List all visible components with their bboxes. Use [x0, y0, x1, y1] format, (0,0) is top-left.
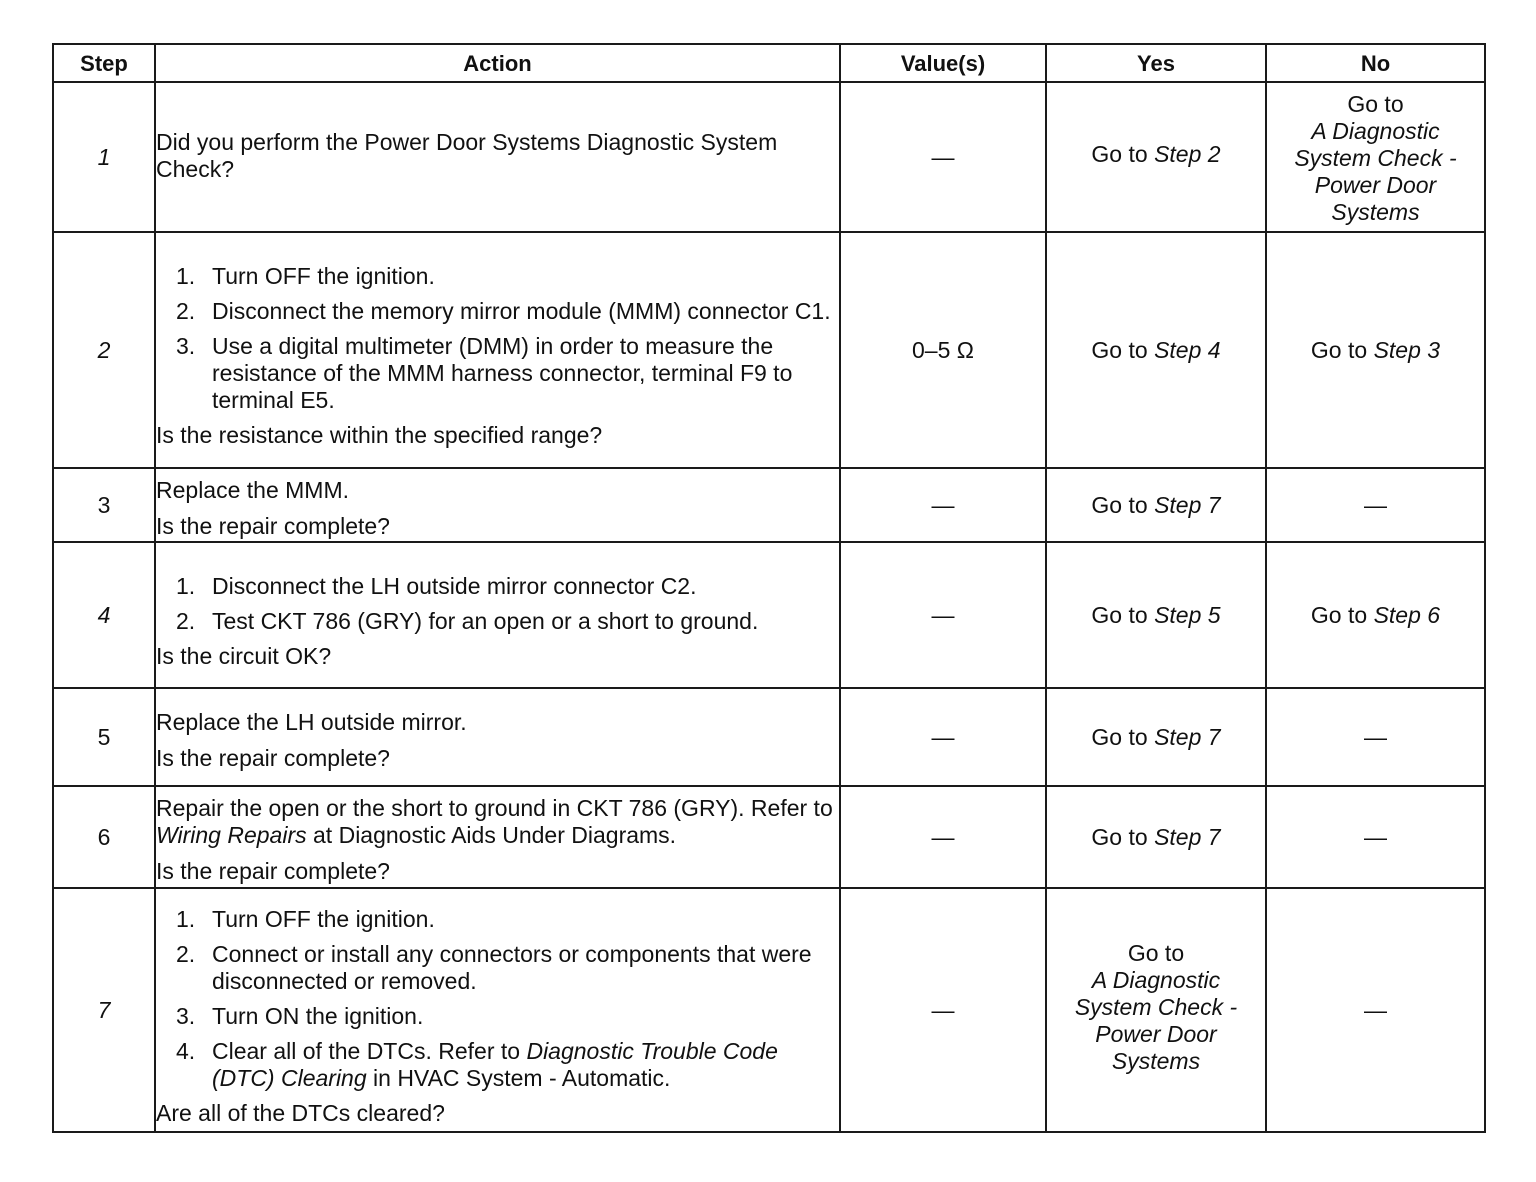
list-item-text: Clear all of the DTCs. Refer to [212, 1037, 527, 1064]
no-line: Go to [1347, 91, 1404, 117]
yes-step-ref: Step 4 [1154, 336, 1221, 363]
table-row [53, 468, 1485, 542]
action-cell [155, 786, 840, 888]
yes-ref-line: System Check - [1074, 993, 1238, 1020]
step-number: 4 [53, 542, 155, 688]
list-item-text: Disconnect the LH outside mirror connector C2. [212, 572, 697, 599]
value-cell: — [840, 82, 1046, 232]
step-number: 5 [53, 688, 155, 786]
list-item: 1. Turn OFF the ignition. [176, 905, 435, 932]
no-prefix: Go to [1310, 336, 1374, 363]
action-question: Are all of the DTCs cleared? [156, 1099, 445, 1126]
action-text-post: at Diagnostic Aids Under Diagrams. [306, 822, 677, 848]
yes-cell [1046, 232, 1266, 468]
action-list [156, 263, 839, 414]
step-number: 3 [53, 468, 155, 542]
action-question: Is the repair complete? [156, 512, 390, 539]
no-ref-line: Power Door [1314, 172, 1437, 198]
step-number: 6 [53, 786, 155, 888]
no-ref-line: A Diagnostic [1311, 118, 1440, 144]
yes-step-ref: Step 2 [1154, 140, 1221, 167]
list-item: 1. Disconnect the LH outside mirror connector C2. [176, 572, 697, 599]
yes-step-ref: Step 7 [1154, 491, 1221, 518]
list-item-text: Turn ON the ignition. [212, 1002, 424, 1029]
list-item-text: Use a digital multimeter (DMM) in order to measure the resistance of the MMM harness connector, terminal F9 to terminal E5. [212, 333, 793, 413]
yes-prefix: Go to [1091, 140, 1155, 167]
list-item: 4. Clear all of the DTCs. Refer to Diagnostic Trouble Code (DTC) Clearing in HVAC System - Automatic. [176, 1037, 778, 1091]
list-item-text: Disconnect the memory mirror module (MMM) connector C1. [212, 298, 831, 324]
yes-prefix: Go to [1091, 601, 1155, 628]
yes-prefix: Go to [1091, 491, 1155, 518]
header-yes: Yes [1046, 44, 1266, 82]
header-step: Step [53, 44, 155, 82]
step-number: 7 [53, 888, 155, 1132]
action-cell [155, 888, 840, 1132]
list-item: 1. Turn OFF the ignition. [176, 263, 435, 289]
header-values: Value(s) [840, 44, 1046, 82]
table-row [53, 82, 1485, 232]
list-item: 2. Test CKT 786 (GRY) for an open or a short to ground. [176, 607, 759, 634]
no-cell: — [1266, 468, 1485, 542]
action-cell [155, 542, 840, 688]
yes-step-ref: Step 7 [1154, 723, 1221, 750]
action-question: Is the resistance within the specified range? [156, 422, 603, 448]
action-question: Is the circuit OK? [156, 642, 332, 669]
action-cell [155, 688, 840, 786]
value-cell: 0–5 Ω [840, 232, 1046, 468]
header-row [53, 44, 1485, 82]
diagnostic-table [52, 43, 1486, 1133]
yes-step-ref: Step 7 [1154, 823, 1221, 850]
step-number: 2 [53, 232, 155, 468]
list-item-text: Turn OFF the ignition. [212, 905, 435, 932]
yes-prefix: Go to [1091, 336, 1155, 363]
no-step-ref: Step 3 [1373, 336, 1441, 363]
action-list [156, 906, 839, 1092]
action-text: Replace the LH outside mirror. [156, 708, 467, 735]
list-item: 2. Disconnect the memory mirror module (MMM) connector C1. [176, 298, 831, 324]
no-ref-line: System Check - [1294, 145, 1457, 171]
table-row [53, 786, 1485, 888]
yes-cell [1046, 888, 1266, 1132]
action-cell [155, 468, 840, 542]
no-cell: — [1266, 688, 1485, 786]
header-action: Action [155, 44, 840, 82]
list-item-text-post: in HVAC System - Automatic. [366, 1064, 671, 1091]
action-cell [155, 82, 840, 232]
no-cell [1266, 82, 1485, 232]
list-item-text: Turn OFF the ignition. [212, 263, 435, 289]
list-item: 3. Turn ON the ignition. [176, 1002, 424, 1029]
table-row [53, 888, 1485, 1132]
no-step-ref: Step 6 [1373, 601, 1441, 628]
list-item: 2. Connect or install any connectors or components that were disconnected or removed. [176, 940, 812, 994]
yes-cell [1046, 786, 1266, 888]
list-item: 3. Use a digital multimeter (DMM) in order to measure the resistance of the MMM harness connector, terminal F9 to terminal E5. [176, 333, 793, 413]
no-prefix: Go to [1310, 601, 1374, 628]
yes-prefix: Go to [1091, 723, 1155, 750]
no-cell [1266, 542, 1485, 688]
no-cell [1266, 232, 1485, 468]
value-cell: — [840, 888, 1046, 1132]
yes-ref-line: A Diagnostic [1091, 966, 1221, 993]
yes-cell [1046, 688, 1266, 786]
action-text [156, 795, 839, 849]
action-text-pre: Repair the open or the short to ground in CKT 786 (GRY). Refer to [156, 795, 833, 821]
action-text: Did you perform the Power Door Systems Diagnostic System Check? [156, 129, 778, 182]
yes-cell [1046, 468, 1266, 542]
yes-line: Go to [1127, 939, 1185, 966]
value-cell: — [840, 468, 1046, 542]
table-row [53, 688, 1485, 786]
action-text: Replace the MMM. [156, 476, 350, 503]
dtc-clearing-ref: Diagnostic Trouble Code (DTC) Clearing [212, 1037, 778, 1091]
yes-step-ref: Step 5 [1154, 601, 1221, 628]
yes-ref-line: Power Door [1095, 1020, 1217, 1047]
no-cell: — [1266, 888, 1485, 1132]
yes-cell [1046, 542, 1266, 688]
list-item-text: Test CKT 786 (GRY) for an open or a short to ground. [212, 607, 759, 634]
header-no: No [1266, 44, 1485, 82]
action-cell [155, 232, 840, 468]
action-question: Is the repair complete? [156, 858, 390, 884]
value-cell: — [840, 688, 1046, 786]
action-list [156, 573, 839, 635]
value-cell: — [840, 542, 1046, 688]
yes-cell [1046, 82, 1266, 232]
table-row [53, 542, 1485, 688]
yes-ref-line: Systems [1111, 1047, 1201, 1074]
no-cell: — [1266, 786, 1485, 888]
step-number: 1 [53, 82, 155, 232]
list-item-text: Connect or install any connectors or components that were disconnected or removed. [212, 940, 812, 994]
value-cell: — [840, 786, 1046, 888]
action-question: Is the repair complete? [156, 744, 390, 771]
table-row [53, 232, 1485, 468]
wiring-repairs-ref: Wiring Repairs [156, 822, 307, 848]
no-ref-line: Systems [1331, 199, 1420, 225]
yes-prefix: Go to [1091, 823, 1155, 850]
